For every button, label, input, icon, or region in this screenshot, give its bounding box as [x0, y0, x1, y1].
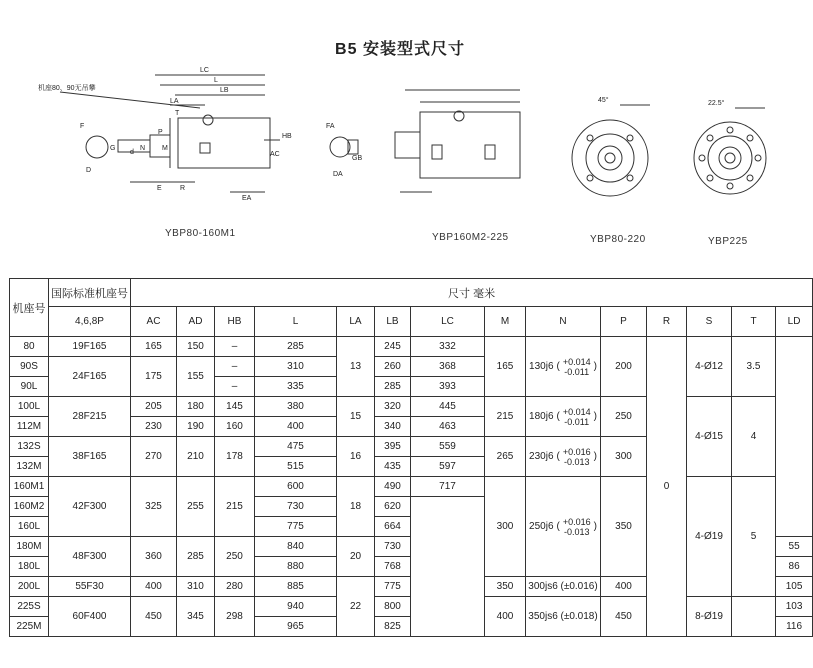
cell-lb: 800	[375, 597, 411, 617]
n-upper: +0.016	[562, 446, 591, 457]
cell-p: 300	[601, 437, 647, 477]
cell-frame: 132M	[10, 457, 49, 477]
n-base: 250j6	[529, 521, 554, 532]
cell-frame: 180M	[10, 537, 49, 557]
cell-ac: 175	[131, 357, 177, 397]
cell-s: 4-Ø19	[687, 477, 732, 597]
header-hb: HB	[215, 307, 255, 337]
header-lb: LB	[375, 307, 411, 337]
cell-l: 475	[255, 437, 337, 457]
cell-intl: 38F165	[49, 437, 131, 477]
cell-t-empty	[732, 597, 776, 637]
cell-hb: 280	[215, 577, 255, 597]
cell-l: 335	[255, 377, 337, 397]
cell-ad: 345	[177, 597, 215, 637]
dim-da-label: DA	[333, 171, 343, 178]
cell-l: 885	[255, 577, 337, 597]
dim-p-label: P	[158, 129, 163, 136]
cell-hb: 178	[215, 437, 255, 477]
cell-frame: 132S	[10, 437, 49, 457]
n-lower: -0.013	[563, 456, 590, 467]
cell-l: 380	[255, 397, 337, 417]
header-lc: LC	[411, 307, 485, 337]
cell-la: 16	[337, 437, 375, 477]
cell-ac: 205	[131, 397, 177, 417]
cell-ld: 55	[776, 537, 813, 557]
cell-m: 215	[485, 397, 526, 437]
dim-la-label: LA	[170, 98, 179, 105]
cell-hb: –	[215, 357, 255, 377]
cell-lc: 393	[411, 377, 485, 397]
header-ad: AD	[177, 307, 215, 337]
dim-d-label: d	[130, 149, 134, 156]
cell-m: 265	[485, 437, 526, 477]
n-lower: -0.011	[564, 366, 590, 377]
cell-m: 165	[485, 337, 526, 397]
cell-l: 775	[255, 517, 337, 537]
cell-frame: 200L	[10, 577, 49, 597]
cell-hb: 215	[215, 477, 255, 537]
cell-lb: 285	[375, 377, 411, 397]
cell-lb: 395	[375, 437, 411, 457]
dim-gb-label: GB	[352, 155, 363, 162]
cell-lb: 825	[375, 617, 411, 637]
cell-p: 450	[601, 597, 647, 637]
dim-ac-label: AC	[270, 151, 280, 158]
dim-d2-label: D	[86, 167, 92, 174]
cell-frame: 160L	[10, 517, 49, 537]
cell-ld: 103	[776, 597, 813, 617]
n-upper: +0.016	[562, 516, 591, 527]
header-m: M	[485, 307, 526, 337]
cell-m: 350	[485, 577, 526, 597]
cell-ad: 150	[177, 337, 215, 357]
n-base: 130j6	[529, 361, 554, 372]
cell-hb: 160	[215, 417, 255, 437]
cell-lc: 717	[411, 477, 485, 497]
dim-r-label: R	[180, 185, 186, 192]
n-base: 180j6	[529, 411, 554, 422]
cell-l: 515	[255, 457, 337, 477]
header-frame: 机座号	[10, 279, 49, 337]
dim-lb-label: LB	[220, 87, 229, 94]
header-ac: AC	[131, 307, 177, 337]
cell-intl: 48F300	[49, 537, 131, 577]
cell-lc: 559	[411, 437, 485, 457]
dim-g-label: G	[110, 145, 116, 152]
cell-hb: 250	[215, 537, 255, 577]
header-p: P	[601, 307, 647, 337]
cell-t: 5	[732, 477, 776, 597]
header-l: L	[255, 307, 337, 337]
caption-ybp80-160m1: YBP80-160M1	[165, 228, 236, 239]
cell-lb: 775	[375, 577, 411, 597]
cell-n: 180j6 ( +0.014 -0.011 )	[526, 397, 601, 437]
cell-l: 600	[255, 477, 337, 497]
cell-ad: 310	[177, 577, 215, 597]
caption-ybp160m2-225: YBP160M2-225	[432, 232, 509, 243]
cell-frame: 80	[10, 337, 49, 357]
cell-la: 15	[337, 397, 375, 437]
cell-ad: 155	[177, 357, 215, 397]
cell-intl: 60F400	[49, 597, 131, 637]
n-upper: +0.014	[562, 356, 591, 367]
cell-lb: 620	[375, 497, 411, 517]
cell-ad: 180	[177, 397, 215, 417]
cell-lc: 445	[411, 397, 485, 417]
cell-m: 400	[485, 597, 526, 637]
cell-t: 3.5	[732, 337, 776, 397]
cell-ad: 210	[177, 437, 215, 477]
cell-lb: 245	[375, 337, 411, 357]
header-t: T	[732, 307, 776, 337]
n-lower: -0.011	[564, 416, 590, 427]
cell-n: 250j6 ( +0.016 -0.013 )	[526, 477, 601, 577]
cell-intl: 55F30	[49, 577, 131, 597]
cell-lb: 320	[375, 397, 411, 417]
angle-45-label: 45°	[598, 97, 609, 104]
cell-lc: 368	[411, 357, 485, 377]
cell-l: 285	[255, 337, 337, 357]
cell-frame: 90L	[10, 377, 49, 397]
cell-l: 880	[255, 557, 337, 577]
cell-r: 0	[647, 337, 687, 637]
cell-hb: –	[215, 377, 255, 397]
cell-s: 4-Ø15	[687, 397, 732, 477]
cell-ac: 450	[131, 597, 177, 637]
cell-n: 300js6 (±0.016)	[526, 577, 601, 597]
cell-p: 200	[601, 337, 647, 397]
drawing-ybp160m2-225	[395, 90, 520, 192]
cell-ld: 86	[776, 557, 813, 577]
cell-s: 8-Ø19	[687, 597, 732, 637]
cell-lb: 340	[375, 417, 411, 437]
cell-n: 350js6 (±0.018)	[526, 597, 601, 637]
cell-ac: 360	[131, 537, 177, 577]
dim-e-label: E	[157, 185, 162, 192]
motor-drawings	[0, 60, 800, 260]
cell-ac: 230	[131, 417, 177, 437]
header-n: N	[526, 307, 601, 337]
cell-l: 310	[255, 357, 337, 377]
cell-l: 940	[255, 597, 337, 617]
caption-ybp225: YBP225	[708, 236, 748, 247]
header-r: R	[647, 307, 687, 337]
cell-frame: 100L	[10, 397, 49, 417]
cell-intl: 28F215	[49, 397, 131, 437]
cell-la: 18	[337, 477, 375, 537]
header-s: S	[687, 307, 732, 337]
cell-ld: 105	[776, 577, 813, 597]
cell-ld-empty	[776, 337, 813, 537]
dim-m-label: M	[162, 145, 168, 152]
cell-lc: 332	[411, 337, 485, 357]
cell-s: 4-Ø12	[687, 337, 732, 397]
cell-l: 965	[255, 617, 337, 637]
cell-ac: 400	[131, 577, 177, 597]
dim-n-label: N	[140, 145, 146, 152]
page-title: B5 安装型式尺寸	[335, 41, 465, 58]
cell-frame: 225M	[10, 617, 49, 637]
cell-ac: 325	[131, 477, 177, 537]
cell-frame: 180L	[10, 557, 49, 577]
cell-frame: 160M1	[10, 477, 49, 497]
cell-n: 130j6 ( +0.014 -0.011 )	[526, 337, 601, 397]
cell-frame: 225S	[10, 597, 49, 617]
dimension-table	[9, 278, 813, 637]
drawing-shaft-end	[330, 137, 358, 157]
cell-lb: 768	[375, 557, 411, 577]
cell-hb: 298	[215, 597, 255, 637]
cell-frame: 112M	[10, 417, 49, 437]
cell-ad: 285	[177, 537, 215, 577]
cell-lb: 435	[375, 457, 411, 477]
caption-ybp80-220: YBP80-220	[590, 234, 646, 245]
dim-t-label: T	[175, 110, 180, 117]
cell-l: 730	[255, 497, 337, 517]
n-base: 230j6	[529, 451, 554, 462]
cell-intl: 42F300	[49, 477, 131, 537]
cell-intl: 24F165	[49, 357, 131, 397]
cell-p: 400	[601, 577, 647, 597]
cell-intl: 19F165	[49, 337, 131, 357]
drawing-flange-ybp225	[694, 108, 766, 194]
cell-lb: 664	[375, 517, 411, 537]
dim-l-label: L	[214, 77, 218, 84]
cell-n: 230j6 ( +0.016 -0.013 )	[526, 437, 601, 477]
cell-ad: 255	[177, 477, 215, 537]
cell-ac: 165	[131, 337, 177, 357]
header-intl: 国际标准机座号	[49, 279, 131, 307]
dim-f-label: F	[80, 123, 85, 130]
cell-m: 300	[485, 477, 526, 577]
dim-lc-label: LC	[200, 67, 209, 74]
cell-frame: 90S	[10, 357, 49, 377]
n-lower: -0.013	[563, 526, 590, 537]
note-label: 机座80、90无吊攀	[38, 85, 96, 92]
drawing-ybp80-160m1	[60, 75, 280, 192]
cell-p: 350	[601, 477, 647, 577]
angle-225-label: 22.5°	[708, 100, 725, 107]
cell-lb: 490	[375, 477, 411, 497]
header-dims: 尺寸 毫米	[131, 279, 813, 307]
n-upper: +0.014	[562, 406, 591, 417]
cell-lc: 463	[411, 417, 485, 437]
cell-ad: 190	[177, 417, 215, 437]
cell-ld: 116	[776, 617, 813, 637]
cell-l: 840	[255, 537, 337, 557]
drawing-flange-ybp80-220	[572, 105, 650, 196]
dim-ea-label: EA	[242, 195, 252, 202]
cell-ac: 270	[131, 437, 177, 477]
cell-lc-empty	[411, 497, 485, 637]
cell-hb: 145	[215, 397, 255, 417]
dim-fa-label: FA	[326, 123, 335, 130]
cell-p: 250	[601, 397, 647, 437]
cell-lb: 730	[375, 537, 411, 557]
header-la: LA	[337, 307, 375, 337]
header-poles: 4,6,8P	[49, 307, 131, 337]
cell-t: 4	[732, 397, 776, 477]
cell-hb: –	[215, 337, 255, 357]
dim-hb-label: HB	[282, 133, 292, 140]
cell-frame: 160M2	[10, 497, 49, 517]
cell-la: 20	[337, 537, 375, 577]
header-ld: LD	[776, 307, 813, 337]
cell-la: 22	[337, 577, 375, 637]
cell-lc: 597	[411, 457, 485, 477]
cell-la: 13	[337, 337, 375, 397]
cell-lb: 260	[375, 357, 411, 377]
cell-l: 400	[255, 417, 337, 437]
